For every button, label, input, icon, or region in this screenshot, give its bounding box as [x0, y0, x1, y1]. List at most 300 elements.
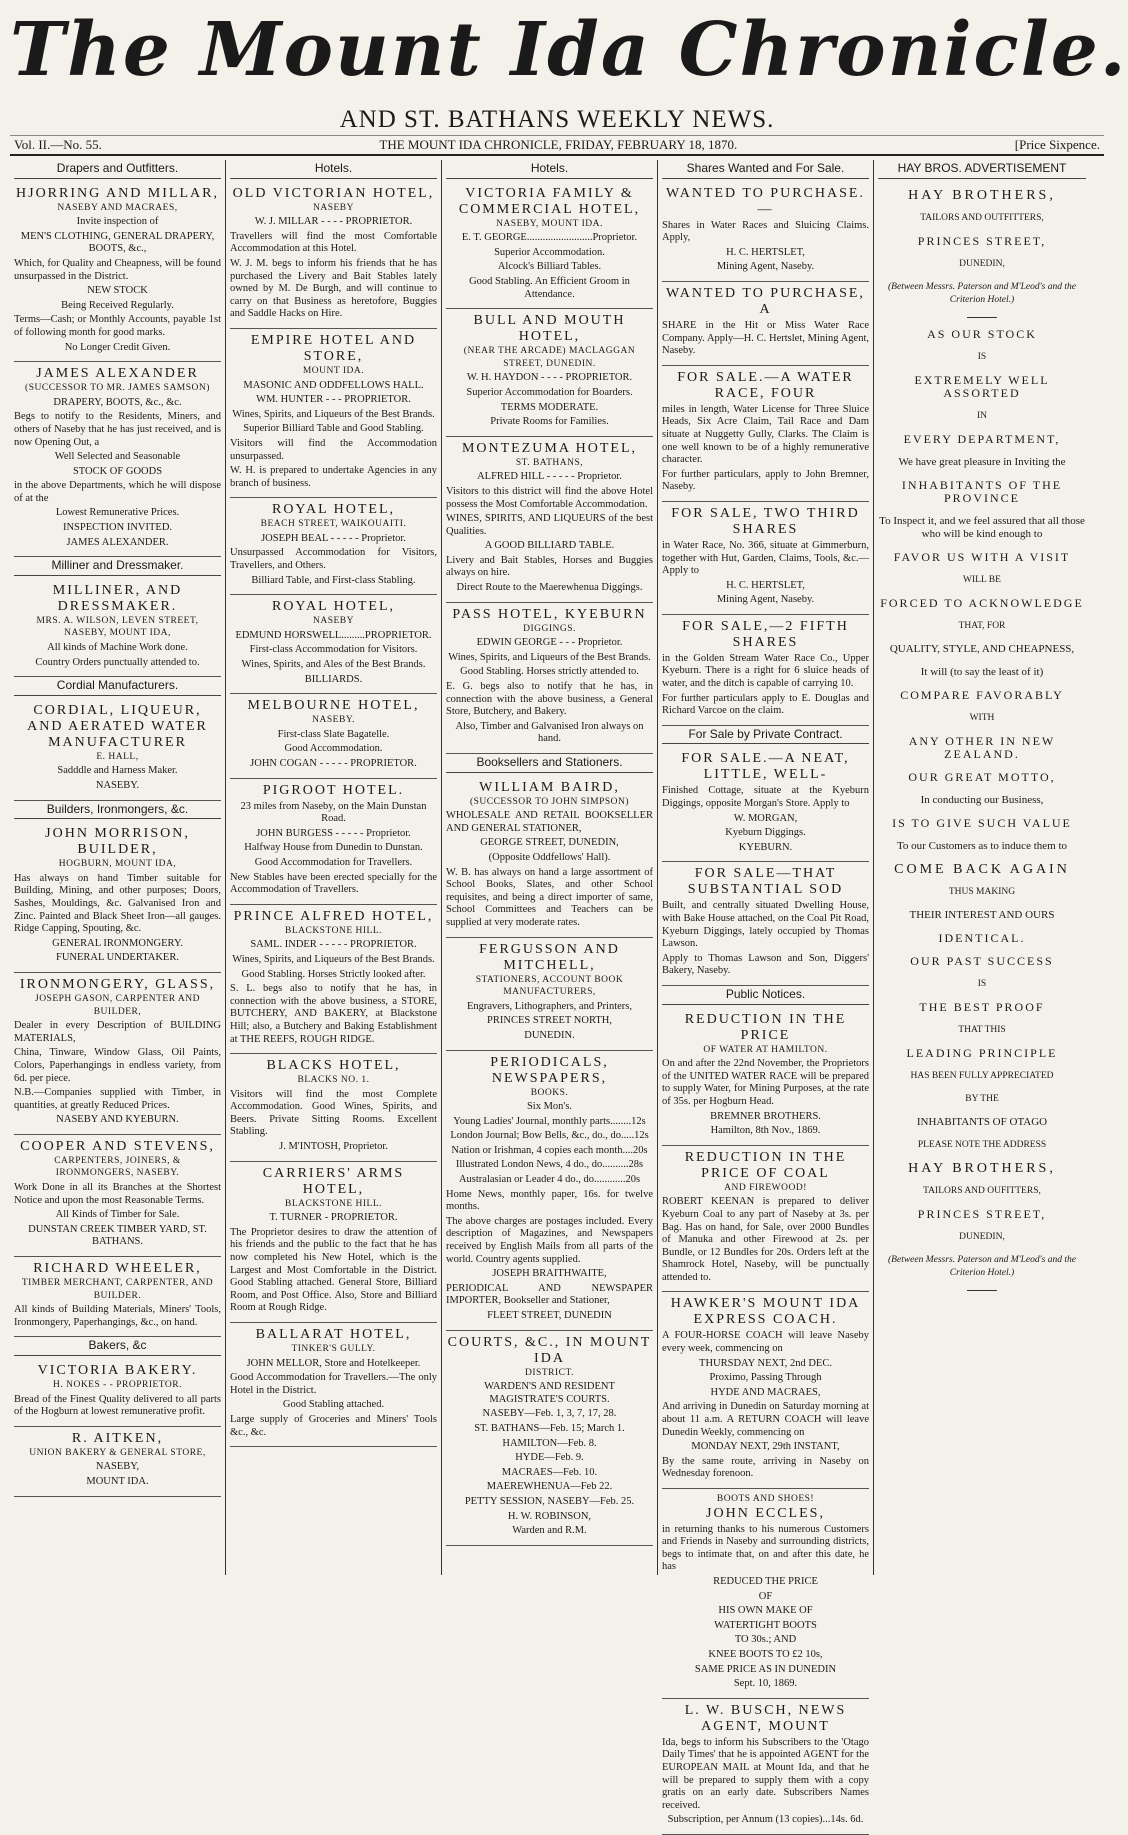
- ad-line: SAML. INDER - - - - - PROPRIETOR.: [250, 939, 417, 951]
- hay-bros-line: INHABITANTS OF OTAGO: [916, 1116, 1048, 1128]
- hay-bros-line: WITH: [969, 713, 995, 723]
- ad-line: miles in length, Water License for Three Sluice Heads, Six Acre Claim, Tail Race and Dam situate at Nuggetty Gully, Clarks. The Claim is one well known to be of a highly remunerative character.: [662, 403, 869, 466]
- column-1: [10, 160, 226, 1575]
- ad-subheading: BLACKS NO. 1.: [297, 1075, 370, 1086]
- advertisement: [662, 615, 869, 726]
- ad-line: SAME PRICE AS IN DUNEDIN: [694, 1663, 837, 1675]
- hay-bros-line: WILL BE: [963, 575, 1001, 585]
- ad-heading: FOR SALE, TWO THIRD SHARES: [671, 505, 860, 537]
- ad-line: ROBERT KEENAN is prepared to deliver Kyeburn Coal to any part of Naseby at 3s. per Bag. Has on hand, for Sale, over 2000 Bundles of Manuka and other Firewood at 2s. per Bundle, or 12 Bundles for 20s. Orders left at the Shamrock Hotel, Naseby, will be punctually attended to.: [662, 1196, 869, 1283]
- ad-line: Young Ladies' Journal, monthly parts........12s: [453, 1115, 646, 1127]
- advertisement: [230, 498, 437, 595]
- advertisement: [662, 1699, 869, 1835]
- ad-subheading: HOGBURN, MOUNT IDA,: [58, 859, 177, 870]
- ad-line: in Water Race, No. 366, situate at Gimmerburn, together with Hut, Garden, Claims, Tools, &c.—Apply to: [662, 539, 869, 577]
- ad-subheading: UNION BAKERY & GENERAL STORE,: [29, 1447, 206, 1458]
- hay-bros-line: THUS MAKING: [948, 887, 1016, 897]
- ad-line: JAMES ALEXANDER.: [66, 536, 169, 548]
- ad-line: DUNEDIN.: [524, 1029, 575, 1041]
- ad-line: E. G. begs also to notify that he has, in connection with the above business, a General Store, Butchery, and Bakery.: [446, 681, 653, 718]
- ad-subheading: TIMBER MERCHANT, CARPENTER, AND BUILDER.: [21, 1278, 214, 1301]
- hay-bros-line: BY THE: [965, 1094, 999, 1104]
- ad-line: J. M'INTOSH, Proprietor.: [279, 1141, 388, 1153]
- column-5-hay-bros-ad: [874, 160, 1090, 1575]
- ad-line: Apply to Thomas Lawson and Son, Diggers' Bakery, Naseby.: [662, 952, 869, 977]
- ad-subheading: OF WATER AT HAMILTON.: [703, 1044, 828, 1055]
- hay-bros-line: HAS BEEN FULLY APPRECIATED: [910, 1071, 1054, 1081]
- advertisement: [14, 1427, 221, 1497]
- ad-line: Bread of the Finest Quality delivered to all parts of the Hogburn at lowest remunerative profit.: [14, 1393, 221, 1418]
- hay-bros-line: HAY BROTHERS,: [908, 188, 1056, 203]
- hay-bros-line: IS: [977, 979, 987, 989]
- advertisement: [662, 366, 869, 502]
- ad-line: JOHN COGAN - - - - - PROPRIETOR.: [250, 758, 417, 769]
- hay-bros-line: TAILORS AND OUFITTERS,: [923, 1186, 1041, 1196]
- advertisement: [446, 1331, 653, 1546]
- ad-line: E. T. GEORGE.........................Proprietor.: [461, 232, 638, 244]
- advertisement: [446, 603, 653, 754]
- advertisement: [230, 1162, 437, 1323]
- ad-line: JOHN MELLOR, Store and Hotelkeeper.: [246, 1357, 421, 1369]
- hay-bros-line: (Between Messrs. Paterson and M'Leod's and the Criterion Hotel.): [888, 1255, 1076, 1278]
- ad-line: Australasian or Leader 4 do., do............20s: [458, 1174, 641, 1186]
- ad-line: FUNERAL UNDERTAKER.: [56, 952, 179, 964]
- ad-line: W. J. MILLAR - - - - PROPRIETOR.: [254, 216, 413, 228]
- ad-line: No Longer Credit Given.: [64, 341, 171, 353]
- ad-line: H. C. HERTSLET,: [726, 246, 805, 258]
- ad-line: Lowest Remunerative Prices.: [55, 507, 180, 519]
- ad-line: JOSEPH BRAITHWAITE,: [492, 1268, 607, 1280]
- advertisement: [14, 362, 221, 557]
- ad-line: London Journal; Bow Bells, &c., do., do.....12s: [450, 1130, 649, 1142]
- section-heading: For Sale by Private Contract.: [662, 726, 869, 745]
- ad-heading: JAMES ALEXANDER: [36, 366, 199, 382]
- ad-heading: JOHN ECCLES,: [706, 1505, 825, 1521]
- ad-line: SHARE in the Hit or Miss Water Race Company. Apply—H. C. Hertslet, Mining Agent, Naseby.: [662, 319, 869, 357]
- ad-line: HAMILTON—Feb. 8.: [502, 1437, 597, 1449]
- column-3: [442, 160, 658, 1575]
- advertisement: [14, 699, 221, 801]
- ad-line: PRINCES STREET NORTH,: [487, 1015, 612, 1027]
- ad-line: THURSDAY NEXT, 2nd DEC.: [699, 1357, 832, 1369]
- ad-heading: FOR SALE.—A NEAT, LITTLE, WELL-: [681, 751, 850, 783]
- hay-bros-header: HAY BROS. ADVERTISEMENT: [878, 160, 1086, 179]
- ad-line: Home News, monthly paper, 16s. for twelve months.: [446, 1188, 653, 1213]
- ad-line: Travellers will find the most Comfortable Accommodation at this Hotel.: [230, 230, 437, 255]
- ad-subheading: BLACKSTONE HILL.: [284, 1198, 383, 1209]
- ad-line: Well Selected and Seasonable: [54, 451, 181, 463]
- ad-line: Mining Agent, Naseby.: [716, 261, 815, 273]
- hay-bros-line: IS TO GIVE SUCH VALUE: [892, 816, 1072, 830]
- ad-line: Subscription, per Annum (13 copies)...14s. 6d.: [667, 1814, 864, 1826]
- ad-heading: WANTED TO PURCHASE, A: [666, 285, 865, 317]
- ad-line: Nation or Irishman, 4 copies each month....20s: [451, 1144, 648, 1156]
- advertisement: [14, 1359, 221, 1427]
- ad-line: Visitors will find the Accommodation unsurpassed.: [230, 437, 437, 462]
- ad-subheading: MRS. A. WILSON, LEVEN STREET, NASEBY, MOUNT IDA,: [36, 615, 199, 639]
- ad-subheading: MOUNT IDA.: [302, 365, 365, 376]
- ad-line: TERMS MODERATE.: [500, 401, 599, 413]
- ad-line: Begs to notify to the Residents, Miners, and others of Naseby that he has just received, and is now Opening Out, a: [14, 411, 221, 448]
- ad-subheading: BEACH STREET, WAIKOUAITI.: [260, 519, 407, 530]
- hay-bros-line: FORCED TO ACKNOWLEDGE: [880, 596, 1084, 610]
- ad-heading: ROYAL HOTEL,: [271, 599, 396, 615]
- ad-subheading: NASEBY AND MACRAES,: [57, 202, 178, 213]
- ad-subheading: DISTRICT.: [525, 1367, 574, 1378]
- ad-line: Proximo, Passing Through: [709, 1372, 822, 1384]
- ad-line: 23 miles from Naseby, on the Main Dunstan Road.: [240, 800, 427, 825]
- ad-line: Wines, Spirits, and Liqueurs of the Best Brands.: [232, 953, 435, 965]
- ad-heading: BLACKS HOTEL,: [266, 1058, 401, 1074]
- section-heading: Hotels.: [230, 160, 437, 179]
- hay-bros-line: HAY BROTHERS,: [908, 1161, 1056, 1176]
- ad-line: All kinds of Building Materials, Miners' Tools, Ironmongery, Paperhangings, &c., on hand.: [14, 1304, 221, 1328]
- ad-line: KYEBURN.: [738, 841, 793, 853]
- ad-line: JOSEPH BEAL - - - - - Proprietor.: [261, 532, 406, 544]
- ad-subheading: BOOKS.: [530, 1087, 569, 1098]
- hay-bros-line: OUR GREAT MOTTO,: [908, 770, 1056, 784]
- section-heading: Milliner and Dressmaker.: [14, 557, 221, 576]
- ad-heading: VICTORIA BAKERY.: [37, 1363, 198, 1378]
- ad-line: Finished Cottage, situate at the Kyeburn Diggings, opposite Morgan's Store. Apply to: [662, 785, 869, 810]
- ad-line: W. H. HAYDON - - - - PROPRIETOR.: [466, 372, 633, 384]
- ad-line: And arriving in Dunedin on Saturday morning at about 11 a.m. A RETURN COACH will leave Dunedin Weekly, commencing on: [662, 1401, 869, 1438]
- column-2: [226, 160, 442, 1575]
- ad-subheading: (SUCCESSOR TO MR. JAMES SAMSON): [25, 383, 210, 394]
- ad-heading: PERIODICALS, NEWSPAPERS,: [490, 1054, 609, 1086]
- advertisement: [230, 1054, 437, 1162]
- advertisement: [230, 329, 437, 498]
- ad-line: MASONIC AND ODDFELLOWS HALL.: [243, 379, 424, 391]
- ad-line: Work Done in all its Branches at the Shortest Notice and upon the most Reasonable Terms.: [14, 1182, 221, 1206]
- ad-heading: CARRIERS' ARMS HOTEL,: [262, 1165, 405, 1197]
- hay-bros-line: EXTREMELY WELL ASSORTED: [914, 373, 1050, 400]
- ad-heading: VICTORIA FAMILY & COMMERCIAL HOTEL,: [458, 185, 641, 217]
- ad-line: For further particulars apply to E. Douglas and Richard Varcoe on the claim.: [662, 692, 869, 717]
- ad-line: Kyeburn Diggings.: [725, 827, 806, 839]
- price: [Price Sixpence.: [1014, 137, 1100, 152]
- ad-line: in returning thanks to his numerous Customers and Friends in Naseby and surrounding districts, begs to intimate that, on and after this date, he has: [662, 1523, 869, 1573]
- ad-subheading: NASEBY: [312, 202, 354, 213]
- ad-line: Good Accommodation.: [284, 743, 383, 755]
- ad-line: FLEET STREET, DUNEDIN: [487, 1310, 612, 1321]
- advertisement: [446, 437, 653, 603]
- dateline-bar: [10, 135, 1104, 156]
- ad-heading: REDUCTION IN THE PRICE OF COAL: [684, 1149, 847, 1181]
- ad-line: HYDE AND MACRAES,: [710, 1386, 821, 1398]
- ad-subheading: JOSEPH GASON, CARPENTER AND BUILDER,: [35, 993, 200, 1017]
- hay-bros-line: THEIR INTEREST AND OURS: [909, 909, 1055, 921]
- advertisement: [230, 595, 437, 694]
- ad-line: Six Mon's.: [526, 1101, 573, 1113]
- ad-line: MOUNT IDA.: [86, 1475, 149, 1487]
- hay-bros-line: PLEASE NOTE THE ADDRESS: [917, 1140, 1047, 1150]
- newspaper-page: [10, 5, 1128, 1826]
- ad-line: Good Stabling. Horses strictly attended to.: [460, 666, 639, 678]
- ad-line: For further particulars, apply to John Bremner, Naseby.: [662, 468, 869, 493]
- ad-line: in the above Departments, which he will dispose of at the: [14, 480, 221, 504]
- ad-line: Country Orders punctually attended to.: [35, 656, 200, 668]
- ad-line: Has always on hand Timber suitable for Building, Mining, and other purposes; Doors, Sashes, Mouldings, &c. Galvanised Iron and Zinc. Painted and Black Sheet Iron—all gauges. Ridge Capping, Spouting, &c.: [14, 872, 221, 935]
- ad-heading: PASS HOTEL, KYEBURN: [452, 606, 647, 622]
- ad-line: STOCK OF GOODS: [72, 465, 163, 477]
- ad-line: The above charges are postages included. Every description of Magazines, and Newspapers received by English Mails from all parts of the world. Country agents supplied.: [446, 1215, 653, 1265]
- advertisement: [446, 776, 653, 938]
- ad-line: By the same route, arriving in Naseby on Wednesday forenoon.: [662, 1455, 869, 1480]
- hay-bros-line: In conducting our Business,: [920, 794, 1044, 806]
- ad-line: W. J. M. begs to inform his friends that he has purchased the Livery and Bait Stables lately owned by M. De Burgh, and will continue to carry on that Business as heretofore, Buggies and Saddle Hacks on Hire.: [230, 257, 437, 320]
- hay-bros-line: It will (to say the least of it): [920, 666, 1044, 678]
- ad-subheading: TINKER'S GULLY.: [291, 1344, 376, 1354]
- ad-heading: COOPER AND STEVENS,: [20, 1138, 215, 1154]
- section-heading: Bakers, &c: [14, 1337, 221, 1356]
- ad-line: TO 30s.; AND: [734, 1634, 797, 1646]
- ad-subheading: NASEBY.: [312, 715, 355, 726]
- ad-subheading: NASEBY: [312, 616, 354, 627]
- advertisement: [14, 1257, 221, 1337]
- ad-line: Engravers, Lithographers, and Printers,: [466, 1000, 633, 1012]
- ad-line: REDUCED THE PRICE: [713, 1575, 818, 1587]
- ad-subheading: AND FIREWOOD!: [724, 1182, 807, 1193]
- ad-heading: OLD VICTORIAN HOTEL,: [232, 185, 435, 201]
- hay-bros-line: TAILORS AND OUTFITTERS,: [920, 213, 1044, 223]
- ad-line: INSPECTION INVITED.: [62, 522, 173, 534]
- ad-line: BREMNER BROTHERS.: [710, 1110, 821, 1122]
- ad-heading: FOR SALE—THAT SUBSTANTIAL SOD: [687, 866, 844, 898]
- divider-rule: [967, 1290, 997, 1291]
- ad-line: First-class Slate Bagatelle.: [277, 728, 390, 740]
- ad-line: Sept. 10, 1869.: [733, 1678, 798, 1690]
- hay-bros-line: EVERY DEPARTMENT,: [903, 432, 1061, 446]
- ad-line: Good Stabling. An Efficient Groom in Attendance.: [469, 275, 630, 300]
- advertisement: [446, 1051, 653, 1331]
- ad-line: Direct Route to the Maerewhenua Diggings.: [456, 582, 643, 594]
- ad-line: Superior Accommodation for Boarders.: [466, 386, 633, 398]
- ad-line: Good Accommodation for Travellers.: [254, 856, 413, 868]
- ad-line: ALFRED HILL - - - - - Proprietor.: [477, 471, 622, 483]
- ad-heading: R. AITKEN,: [71, 1430, 164, 1446]
- ad-line: MONDAY NEXT, 29th INSTANT,: [691, 1441, 840, 1453]
- ad-subheading: NASEBY, MOUNT IDA.: [496, 218, 603, 229]
- ad-line: W. B. has always on hand a large assortment of School Books, Slates, and other School requisites, and being a direct importer of same, School Committees and Teachers can be supplied at very moderate rates.: [446, 866, 653, 928]
- section-heading: Cordial Manufacturers.: [14, 677, 221, 696]
- ad-line: Also, Timber and Galvanised Iron always on hand.: [455, 720, 644, 745]
- hay-bros-line: LEADING PRINCIPLE: [906, 1046, 1058, 1060]
- ad-line: Ida, begs to inform his Subscribers to the 'Otago Daily Times' that he is appointed AGENT for the EUROPEAN MAIL at Mount Ida, and that he will be prepared to supply them with a copy gratis on an early date. Subscribers Names received.: [662, 1736, 869, 1811]
- hay-bros-line: DUNEDIN,: [959, 1232, 1005, 1242]
- ad-line: GENERAL IRONMONGERY.: [52, 937, 183, 949]
- ad-line: BILLIARDS.: [304, 673, 363, 685]
- ad-line: EDMUND HORSWELL.........PROPRIETOR.: [235, 629, 432, 641]
- hay-bros-line: AS OUR STOCK: [927, 327, 1037, 341]
- ad-subheading: CARPENTERS, JOINERS, & IRONMONGERS, NASEBY.: [54, 1155, 181, 1179]
- ad-subheading: (SUCCESSOR TO JOHN SIMPSON): [469, 796, 630, 807]
- hay-bros-line: PRINCES STREET,: [917, 234, 1047, 248]
- advertisement: [446, 309, 653, 437]
- ad-line: PETTY SESSION, NASEBY—Feb. 25.: [464, 1495, 635, 1507]
- advertisement: [14, 973, 221, 1135]
- ad-heading: BULL AND MOUTH HOTEL,: [473, 313, 626, 345]
- ad-heading: FOR SALE,—2 FIFTH SHARES: [682, 618, 849, 650]
- masthead-title: The Mount Ida Chronicle.: [10, 7, 1128, 93]
- ad-line: Warden and R.M.: [512, 1525, 587, 1537]
- ad-line: ST. BATHANS—Feb. 15; March 1.: [474, 1422, 625, 1434]
- ad-line: Hamilton, 8th Nov., 1869.: [710, 1125, 821, 1137]
- advertisement: [446, 938, 653, 1051]
- advertisement: [446, 182, 653, 310]
- hay-bros-line: PRINCES STREET,: [917, 1207, 1047, 1221]
- ad-line: A FOUR-HORSE COACH will leave Naseby every week, commencing on: [662, 1330, 869, 1355]
- ad-heading: BALLARAT HOTEL,: [255, 1327, 412, 1342]
- ad-heading: RICHARD WHEELER,: [33, 1261, 202, 1277]
- ad-line: Unsurpassed Accommodation for Visitors, Travellers, and Others.: [230, 547, 437, 572]
- hay-bros-line: OUR PAST SUCCESS: [910, 954, 1054, 968]
- advertisement: [230, 182, 437, 329]
- ad-line: H. C. HERTSLET,: [726, 579, 805, 591]
- ad-line: WM. HUNTER - - - PROPRIETOR.: [256, 394, 411, 406]
- ad-line: Terms—Cash; or Monthly Accounts, payable 1st of following month for good marks.: [14, 314, 221, 338]
- ad-line: All kinds of Machine Work done.: [47, 642, 188, 654]
- issue-date: THE MOUNT IDA CHRONICLE, FRIDAY, FEBRUARY 18, 1870.: [379, 137, 738, 152]
- hay-bros-line: IDENTICAL.: [938, 931, 1026, 945]
- ad-line: NASEBY,: [95, 1461, 140, 1473]
- advertisement: [662, 1008, 869, 1146]
- ad-line: NEW STOCK: [87, 285, 148, 297]
- ad-line: NASEBY AND KYEBURN.: [56, 1114, 179, 1126]
- hay-bros-line: INHABITANTS OF THE PROVINCE: [901, 478, 1063, 505]
- ad-line: DUNSTAN CREEK TIMBER YARD, ST. BATHANS.: [28, 1223, 207, 1248]
- ad-line: W. H. is prepared to undertake Agencies in any branch of business.: [230, 465, 437, 489]
- hay-bros-line: ANY OTHER IN NEW ZEALAND.: [908, 734, 1056, 761]
- ad-line: China, Tinware, Window Glass, Oil Paints, Colors, Paperhangings in endless variety, from 6d. per piece.: [14, 1047, 221, 1084]
- ad-heading: FOR SALE.—A WATER RACE, FOUR: [677, 369, 854, 401]
- ad-heading: EMPIRE HOTEL AND STORE,: [250, 332, 417, 364]
- advertisement: [662, 1489, 869, 1699]
- ad-line: Good Stabling. Horses Strictly looked after.: [241, 968, 426, 980]
- ad-heading: COURTS, &C., IN MOUNT IDA: [447, 1334, 652, 1366]
- advertisement: [662, 747, 869, 862]
- ad-heading: ROYAL HOTEL,: [271, 502, 396, 518]
- hay-bros-line: IS: [977, 352, 987, 362]
- advertisement: [662, 1292, 869, 1489]
- ad-line: First-class Accommodation for Visitors.: [249, 644, 418, 656]
- ad-heading: PRINCE ALFRED HOTEL,: [233, 908, 434, 924]
- ad-heading: MILLINER, AND DRESSMAKER.: [52, 582, 183, 614]
- ad-line: H. W. ROBINSON,: [507, 1510, 592, 1522]
- ad-line: WATERTIGHT BOOTS: [714, 1619, 817, 1631]
- ad-line: Superior Billiard Table and Good Stabling.: [243, 423, 424, 435]
- ad-line: Alcock's Billiard Tables.: [497, 261, 602, 273]
- ad-heading: JOHN MORRISON, BUILDER,: [45, 826, 190, 858]
- ad-line: KNEE BOOTS TO £2 10s,: [708, 1648, 823, 1660]
- ad-line: in the Golden Stream Water Race Co., Upper Kyeburn. There is a right for 6 sluice heads of water, and the ditch is capable of carrying 10.: [662, 652, 869, 690]
- hay-bros-line: THE BEST PROOF: [919, 1000, 1045, 1014]
- ad-heading: MONTEZUMA HOTEL,: [461, 440, 638, 456]
- ad-line: Billiard Table, and First-class Stabling.: [251, 574, 416, 586]
- ad-subheading: BOOTS AND SHOES!: [716, 1494, 815, 1504]
- section-heading: Shares Wanted and For Sale.: [662, 160, 869, 179]
- ad-line: NASEBY—Feb. 1, 3, 7, 17, 28.: [482, 1408, 617, 1420]
- masthead-subtitle: AND ST. BATHANS WEEKLY NEWS.: [339, 106, 775, 133]
- ad-line: Large supply of Groceries and Miners' Tools &c., &c.: [230, 1413, 437, 1438]
- advertisement: [662, 1146, 869, 1293]
- ad-line: MAEREWHENUA—Feb 22.: [486, 1481, 613, 1493]
- ad-line: Halfway House from Dunedin to Dunstan.: [244, 842, 423, 854]
- advertisement: [662, 282, 869, 366]
- ad-subheading: ST. BATHANS,: [515, 457, 584, 468]
- ad-subheading: H. NOKES - - PROPRIETOR.: [52, 1380, 182, 1390]
- hay-bros-line: QUALITY, STYLE, AND CHEAPNESS,: [889, 643, 1075, 655]
- ad-heading: HJORRING AND MILLAR,: [16, 185, 219, 201]
- ad-line: Which, for Quality and Cheapness, will be found unsurpassed in the District.: [14, 257, 221, 282]
- ad-line: Shares in Water Races and Sluicing Claims. Apply,: [662, 219, 869, 244]
- section-heading: Booksellers and Stationers.: [446, 754, 653, 773]
- ad-line: The Proprietor desires to draw the attention of his friends and the public to the fact that he has now completed his New Hotel, which is the Largest and Most Comfortable in the District. Good Stabling attached. General Store, Billiard Room, and Post Office. Also, Store and Billiard Room at Rough Ridge.: [230, 1226, 437, 1314]
- ad-heading: REDUCTION IN THE PRICE: [684, 1011, 847, 1043]
- ad-line: Visitors to this district will find the above Hotel possess the Most Comfortable Accommodation.: [446, 485, 653, 510]
- ad-heading: HAWKER'S MOUNT IDA EXPRESS COACH.: [670, 1296, 861, 1328]
- ad-line: Superior Accommodation.: [494, 246, 605, 258]
- ad-line: OF: [758, 1590, 773, 1602]
- ad-line: MACRAES—Feb. 10.: [501, 1466, 598, 1478]
- ad-line: A GOOD BILLIARD TABLE.: [484, 540, 615, 552]
- advertisement: [230, 1323, 437, 1447]
- ad-subheading: BLACKSTONE HILL.: [284, 925, 383, 936]
- section-heading: Builders, Ironmongers, &c.: [14, 801, 221, 820]
- ad-line: GEORGE STREET, DUNEDIN,: [480, 837, 619, 849]
- hay-bros-line: (Between Messrs. Paterson and M'Leod's and the Criterion Hotel.): [888, 282, 1076, 305]
- hay-bros-line: COME BACK AGAIN: [894, 862, 1070, 877]
- ad-line: Dealer in every Description of BUILDING MATERIALS,: [14, 1020, 221, 1044]
- hay-bros-line: We have great pleasure in Inviting the: [898, 456, 1066, 468]
- section-heading: Drapers and Outfitters.: [14, 160, 221, 179]
- hay-bros-line: To our Customers as to induce them to: [896, 840, 1067, 852]
- ad-line: Wines, Spirits, and Ales of the Best Brands.: [241, 659, 426, 671]
- ad-line: MEN'S CLOTHING, GENERAL DRAPERY, BOOTS, &c.,: [20, 230, 215, 255]
- hay-bros-line: IN: [976, 411, 988, 421]
- hay-bros-line: THAT, FOR: [958, 621, 1006, 631]
- ad-line: Visitors will find the most Complete Accommodation. Good Wines, Spirits, and Beers. Private Sitting Rooms. Excellent Stabling.: [230, 1088, 437, 1138]
- advertisement: [230, 694, 437, 778]
- ad-line: Being Received Regularly.: [61, 299, 174, 311]
- volume-number: Vol. II.—No. 55.: [14, 137, 102, 152]
- advertisement: [14, 1135, 221, 1257]
- divider-rule: [967, 317, 997, 318]
- ad-subheading: DIGGINGS.: [523, 623, 576, 634]
- ad-line: PERIODICAL AND NEWSPAPER IMPORTER, Bookseller and Stationer,: [446, 1282, 653, 1307]
- column-4: [658, 160, 874, 1826]
- ad-line: EDWIN GEORGE - - - Proprietor.: [476, 637, 623, 649]
- columns: [10, 160, 1104, 1826]
- ad-heading: IRONMONGERY, GLASS,: [19, 976, 216, 992]
- ad-line: HYDE—Feb. 9.: [515, 1452, 584, 1464]
- ad-heading: WILLIAM BAIRD,: [479, 779, 620, 795]
- hay-bros-line: COMPARE FAVORABLY: [900, 688, 1064, 702]
- ad-line: Good Accommodation for Travellers.—The only Hotel in the District.: [230, 1372, 437, 1396]
- ad-line: WARDEN'S AND RESIDENT MAGISTRATE'S COURTS.: [484, 1381, 615, 1405]
- section-heading: Hotels.: [446, 160, 653, 179]
- ad-line: Sadddle and Harness Maker.: [57, 765, 178, 777]
- ad-heading: FERGUSSON AND MITCHELL,: [479, 941, 620, 973]
- ad-line: New Stables have been erected specially for the Accommodation of Travellers.: [230, 871, 437, 896]
- advertisement: [14, 579, 221, 677]
- ad-line: DRAPERY, BOOTS, &c., &c.: [53, 396, 182, 408]
- ad-line: N.B.—Companies supplied with Timber, in quantities, at greatly Reduced Prices.: [14, 1087, 221, 1111]
- ad-line: Invite inspection of: [76, 216, 159, 228]
- ad-heading: MELBOURNE HOTEL,: [247, 698, 420, 714]
- ad-subheading: E. HALL,: [96, 751, 139, 762]
- ad-line: Built, and centrally situated Dwelling House, with Bake House attached, on the Coal Pit Road, Kyeburn Diggings, lately occupied by Thomas Lawson.: [662, 900, 869, 950]
